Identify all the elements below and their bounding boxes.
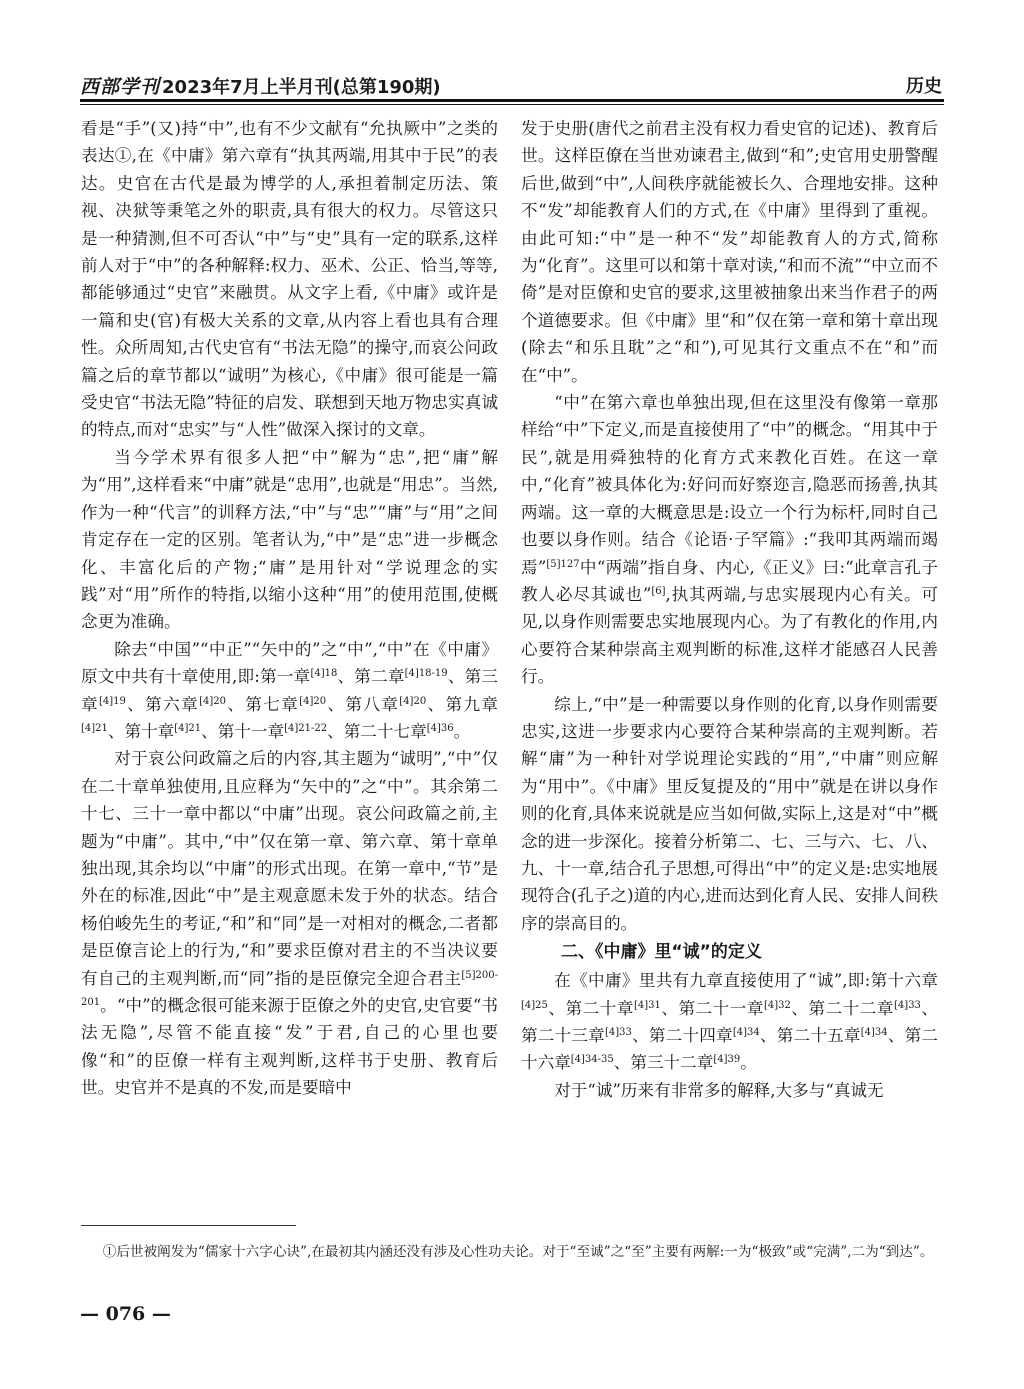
paragraph — [81, 115, 498, 444]
citation-superscript: [4]33 — [604, 1027, 632, 1038]
footnote: ①后世被阐发为“儒家十六字心诀”,在最初其内涵还没有涉及心性功夫论。对于“至诚”之“至”主要有两解:一为“极致”或“完满”,二为“到达”。 — [102, 1244, 934, 1260]
paragraph-text: 、第七章 — [225, 694, 300, 714]
paragraph-text: 看是“手”(又)持“中”,也有不少文献有“允执厥中”之类的表达①,在《中庸》第六章有“执其两端,用其中于民”的表达。史官在古代是最为博学的人,承担着制定历法、策视、决狱等秉笔之外的职责,具有很大的权力。尽管这只是一种猜测,但不可否认“中”与“史”具有一定的联系,这样前人对于“中”的各种解释:权力、巫术、公正、恰当,等等,都能够通过“史官”来融贯。从文字上看,《中庸》或许是一篇和史(官)有极大关系的文章,从内容上看也具有合理性。众所周知,古代史官有“书法无隐”的操守,而哀公问政篇之后的章节都以“诚明”为核心,《中庸》很可能是一篇受史官“书法无隐”特征的启发、联想到天地万物忠实真诚的特点,而对“忠实”与“人性”做深入探讨的文章。 — [81, 119, 498, 440]
left-column — [81, 115, 498, 1102]
citation-superscript: [4]33 — [894, 999, 921, 1011]
citation-superscript: [4]25 — [521, 999, 548, 1011]
paragraph-text: 、第三十二章 — [613, 1053, 714, 1073]
paragraph-text: 、第二章 — [337, 667, 405, 687]
right-column — [521, 115, 938, 1104]
citation-superscript: [4]18-19 — [404, 668, 448, 680]
paragraph-text: 、第二十七章 — [327, 721, 427, 741]
paragraph — [521, 1077, 938, 1104]
citation-superscript: [5]127 — [546, 558, 580, 570]
section-title: 历史 — [906, 76, 942, 97]
paragraph-text: 、第九章 — [426, 694, 499, 714]
paragraph-text: ,执其两端,与忠实展现内心有关。可见,以身作则需要忠实地展现内心。为了有教化的作用,内心要符合某种崇高主观判断的标准,这样才能感召人民善行。 — [521, 584, 938, 687]
paragraph — [521, 115, 938, 389]
paragraph-text: 中“两端”指自身、内心,《正义》曰:“此章言孔子教人必尽其诚也” — [521, 557, 938, 604]
paragraph-text: 发于史册(唐代之前君主没有权力看史官的记述)、教育后世。这样臣僚在当世劝谏君主,做到“和”;史官用史册警醒后世,做到“中”,人间秩序就能被长久、合理地安排。这种不“发”却能教育人们的方式,在《中庸》里得到了重视。由此可知:“中”是一种不“发”却能教育人的方式,简称为“化育”。这里可以和第十章对读,“和而不流”“中立而不倚”是对臣僚和史官的要求,这里被抽象出来当作君子的两个道德要求。但《中庸》里“和”仅在第一章和第十章出现(除去“和乐且耽”之“和”),可见其行文重点不在“和”而在“中”。 — [521, 119, 938, 385]
header-rule-thin — [80, 104, 944, 105]
paragraph-text: 在《中庸》里共有九章直接使用了“诚”,即:第十六章 — [554, 971, 938, 991]
citation-superscript: [4]21 — [174, 722, 202, 734]
header-left — [80, 72, 441, 99]
paragraph-text: 、第二十四章 — [631, 1026, 733, 1045]
footnote-rule — [81, 1225, 296, 1226]
citation-superscript: [4]19 — [98, 695, 126, 707]
citation-superscript: [4]36 — [426, 722, 454, 734]
citation-superscript: [4]18 — [310, 668, 338, 680]
citation-superscript: [6] — [651, 585, 666, 597]
paragraph — [521, 691, 938, 938]
header-rule-thick — [80, 99, 944, 102]
paragraph-text: 、第二十五章 — [759, 1026, 861, 1045]
paragraph-text: 综上,“中”是一种需要以身作则的化育,以身作则需要忠实,这进一步要求内心要符合某种崇高的主观判断。若解“庸”为一种针对学说理论实践的“用”,“中庸”则应解为“用中”。《中庸》里反复提及的“用中”就是在讲以身作则的化育,具体来说就是应当如何做,实际上,这是对“中”概念的进一步深化。接着分析第二、七、三与六、七、八、九、十一章,结合孔子思想,可得出“中”的定义是:忠实地展现符合(孔子之)道的内心,进而达到化育人民、安排人间秩序的崇高目的。 — [521, 694, 938, 933]
section-heading: 二、《中庸》里“诚”的定义 — [561, 942, 762, 963]
paragraph-text: 对于“诚”历来有非常多的解释,大多与“真诚无 — [554, 1080, 884, 1100]
citation-superscript: [5]200-201 — [81, 969, 498, 1008]
citation-superscript: [4]31 — [633, 999, 661, 1011]
paragraph-text: 、第二十二章 — [790, 998, 895, 1018]
issue-info: 2023年7月上半月刊(总第190期) — [162, 76, 441, 98]
citation-superscript: [4]20 — [399, 695, 427, 707]
paragraph — [81, 745, 498, 1101]
citation-superscript: [4]34 — [860, 1027, 888, 1038]
paragraph — [81, 636, 498, 746]
citation-superscript: [4]32 — [763, 999, 791, 1011]
paragraph-text: 对于哀公问政篇之后的内容,其主题为“诚明”,“中”仅在二十章单独使用,且应释为“矢中的”之“中”。其余第二十七、三十一章中都以“中庸”出现。哀公问政篇之前,主题为“中庸”。其中,“中”仅在第一章、第六章、第十章单独出现,其余均以“中庸”的形式出现。在第一章中,“节”是外在的标准,因此“中”是主观意愿未发于外的状态。结合杨伯峻先生的考证,“和”和“同”是一对相对的概念,二者都是臣僚言论上的行为,“和”要求臣僚对君主的不当决议要有自己的主观判断,而“同”指的是臣僚完全迎合君主 — [81, 749, 498, 988]
page-number: — 076 — — [80, 1303, 171, 1325]
paragraph-text: 、第三章 — [81, 667, 499, 714]
paragraph-text: 。 — [453, 721, 471, 741]
paragraph-text: 、第十一章 — [201, 721, 285, 741]
paragraph-text: “中”在第六章也单独出现,但在这里没有像第一章那样给“中”下定义,而是直接使用了“中”的概念。“用其中于民”,就是用舜独特的化育方式来教化百姓。在这一章中,“化育”被具体化为:好问而好察迩言,隐恶而扬善,执其两端。这一章的大概意思是:设立一个行为标杆,同时自己也要以身作则。结合《论语·子罕篇》:“我叩其两端而竭焉” — [521, 393, 938, 577]
paragraph-text: 除去“中国”“中正”“矢中的”之“中”,“中”在《中庸》原文中共有十章使用,即:第一章 — [81, 639, 498, 687]
citation-superscript: [4]34-35 — [570, 1054, 614, 1066]
paragraph-text: 、第二十三章 — [521, 998, 939, 1045]
paragraph-text: 、第六章 — [125, 694, 200, 714]
paragraph-text: 当今学术界有很多人把“中”解为“忠”,把“庸”解为“用”,这样看来“中庸”就是“忠用”,也就是“用忠”。当然,作为一种“代言”的训释方法,“中”与“忠”“庸”与“用”之间肯定存在一定的区别。笔者认为,“中”是“忠”进一步概念化、丰富化后的产物;“庸”是用针对“学说理念的实践”对“用”所作的特指,以缩小这种“用”的使用范围,使概念更为准确。 — [81, 447, 498, 632]
citation-superscript: [4]34 — [732, 1027, 760, 1038]
citation-superscript: [4]20 — [199, 695, 226, 707]
citation-superscript: [4]20 — [299, 695, 327, 707]
running-header — [80, 70, 944, 98]
paragraph-text: 、第二十一章 — [660, 998, 764, 1018]
paragraph-text: 、第十章 — [107, 721, 175, 741]
citation-superscript: [4]21 — [81, 722, 108, 734]
journal-logo: 西部学刊 — [80, 76, 161, 98]
paragraph — [521, 389, 938, 690]
paragraph-text: 。“中”的概念很可能来源于臣僚之外的史官,史官要“书法无隐”,尽管不能直接“发”于君,自己的心里也要像“和”的臣僚一样有主观判断,这样书于史册、教育后世。史官并不是真的不发,而是要暗中 — [81, 996, 498, 1098]
paragraph — [81, 444, 498, 636]
citation-superscript: [4]39 — [713, 1054, 741, 1066]
paragraph-text: 。 — [740, 1053, 757, 1073]
paragraph-text: 、第八章 — [326, 694, 400, 714]
paragraph — [521, 967, 938, 1077]
paragraph-text: 、第二十章 — [547, 998, 634, 1018]
citation-superscript: [4]21-22 — [284, 722, 328, 734]
paragraph-text: 、第二十六章 — [521, 1026, 939, 1073]
